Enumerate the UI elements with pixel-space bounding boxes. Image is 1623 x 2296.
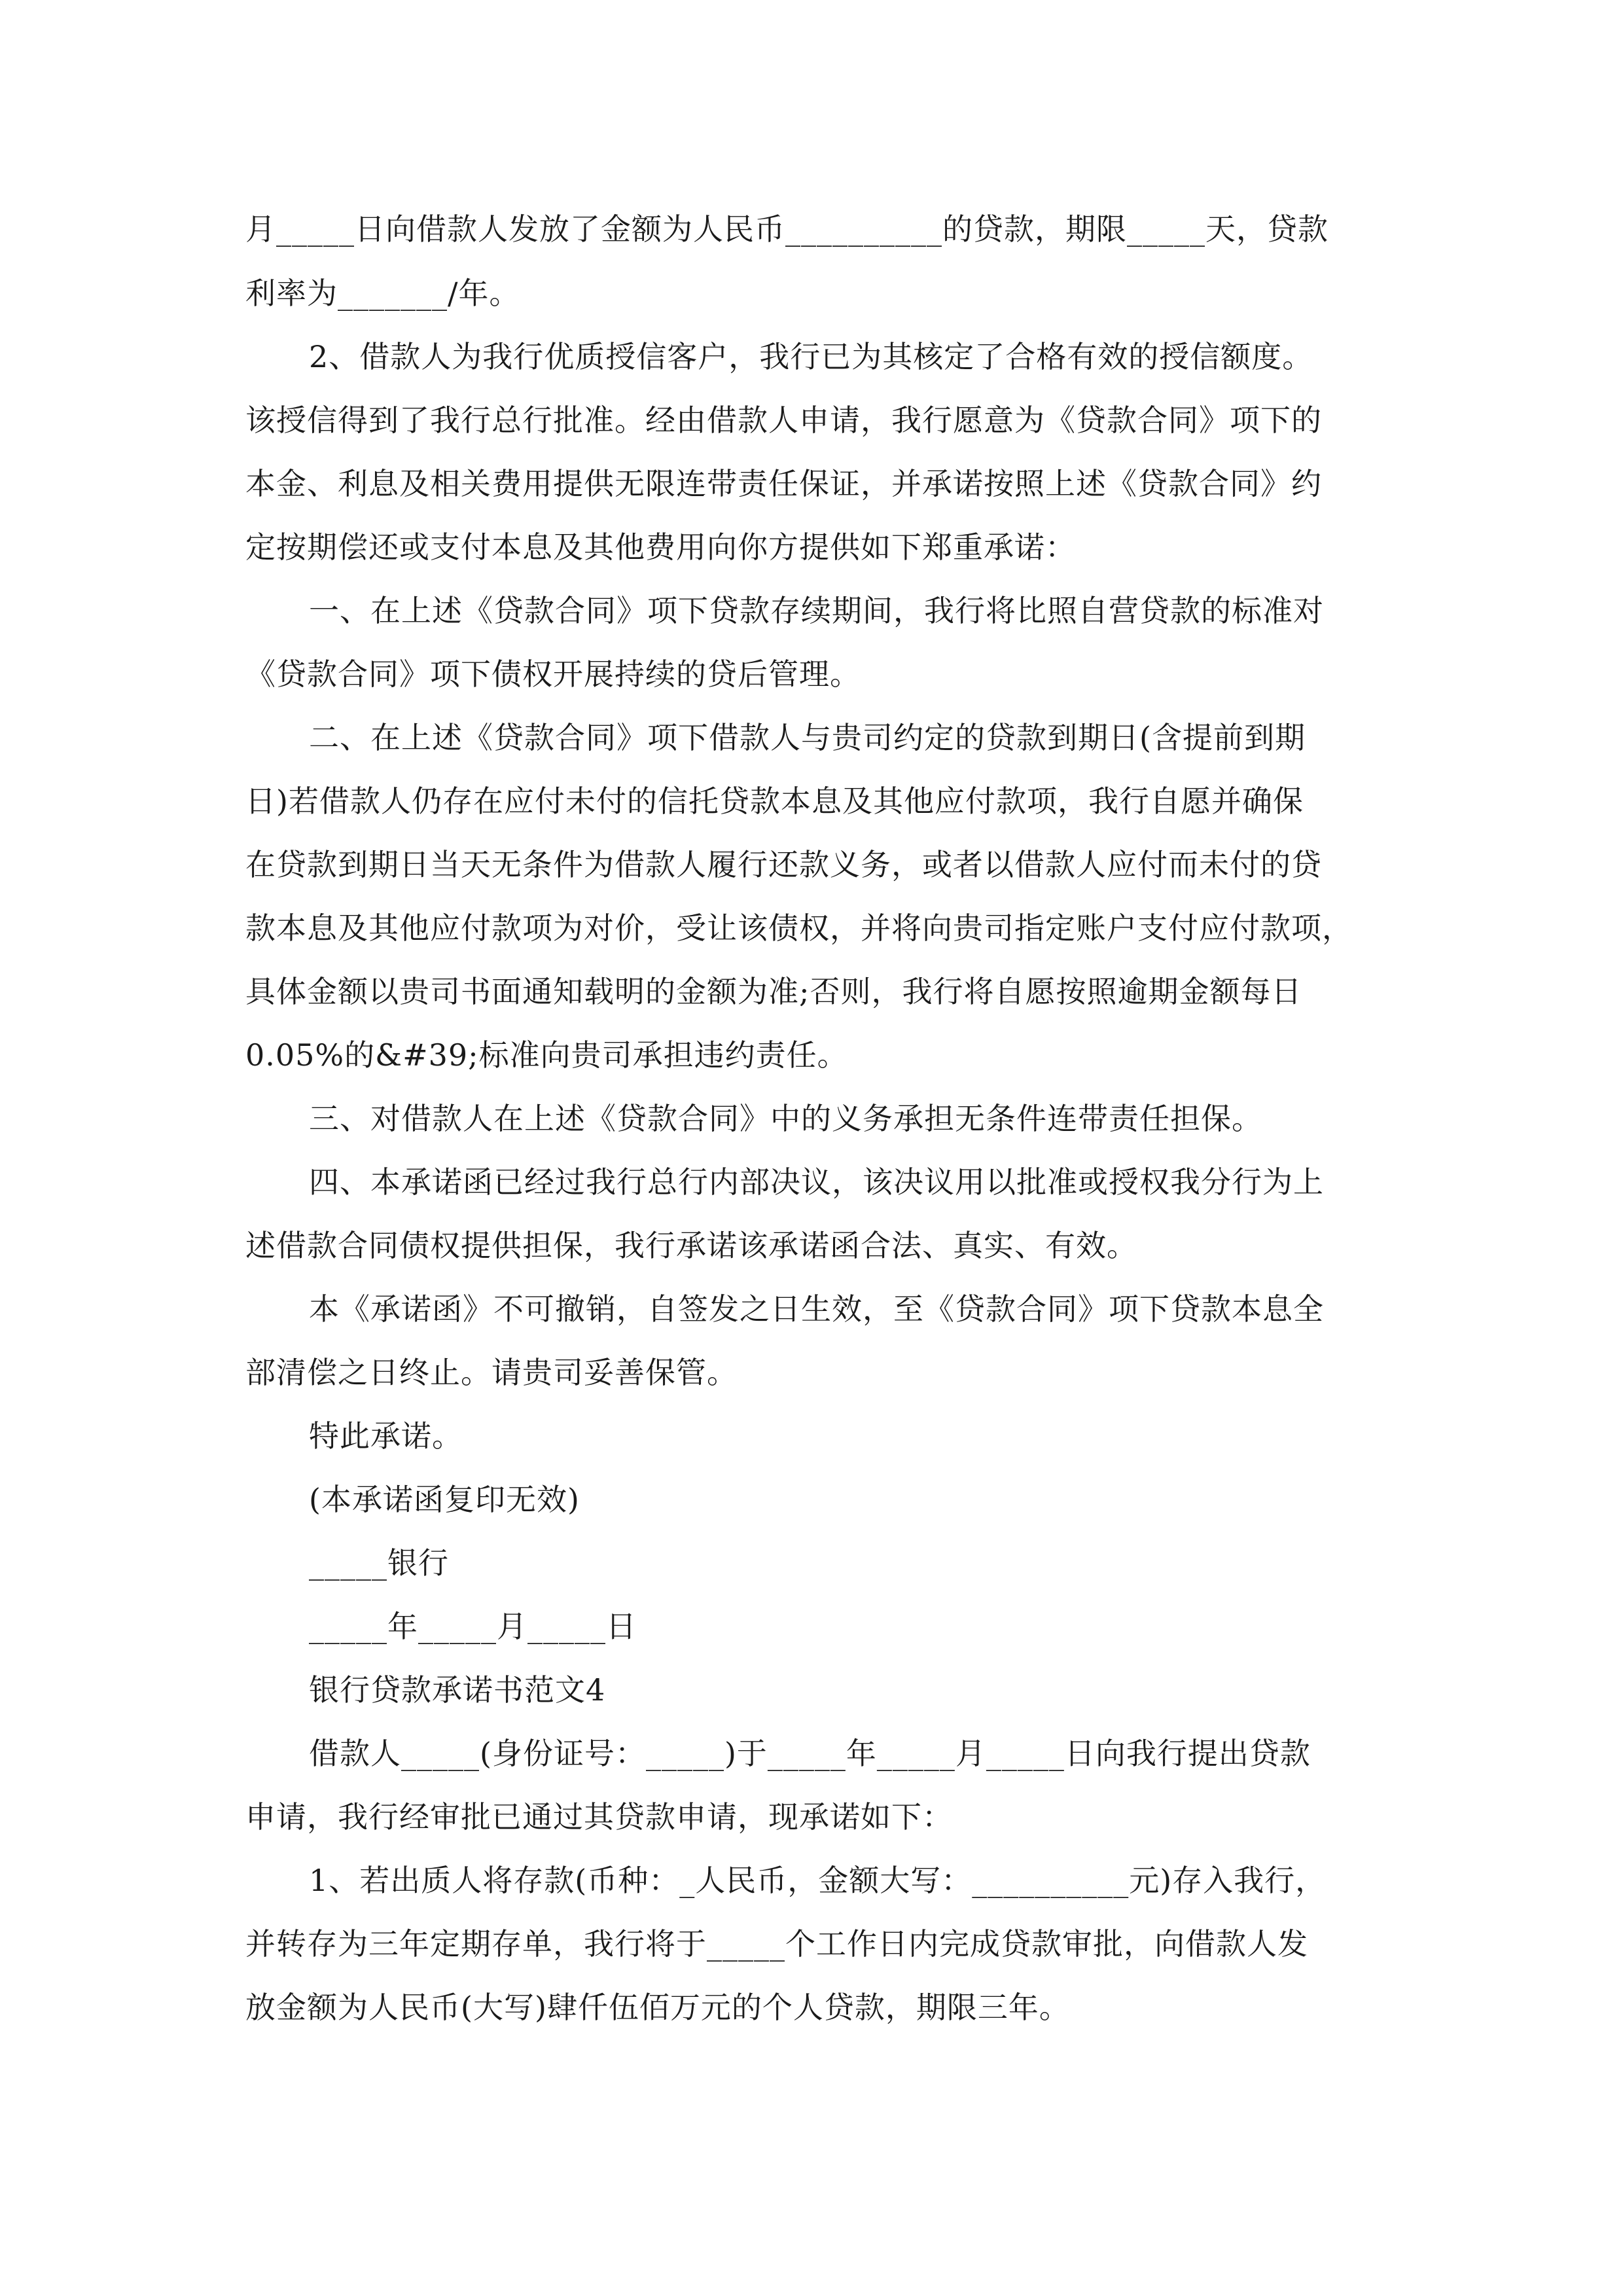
text-line: (本承诺函复印无效) [309, 1482, 580, 1517]
text-line: 该授信得到了我行总行批准。经由借款人申请，我行愿意为《贷款合同》项下的 [245, 403, 1322, 438]
text-line: _____银行 [309, 1545, 449, 1581]
text-line: 《贷款合同》项下债权开展持续的贷后管理。 [245, 656, 861, 692]
text-line: 在贷款到期日当天无条件为借款人履行还款义务，或者以借款人应付而未付的贷 [245, 847, 1322, 882]
text-line: 述借款合同债权提供担保，我行承诺该承诺函合法、真实、有效。 [245, 1228, 1137, 1263]
text-line: 本《承诺函》不可撤销，自签发之日生效，至《贷款合同》项下贷款本息全 [309, 1291, 1324, 1327]
text-line: 二、在上述《贷款合同》项下借款人与贵司约定的贷款到期日(含提前到期 [309, 720, 1306, 755]
text-line: 月_____日向借款人发放了金额为人民币__________的贷款，期限_____天，贷款 [245, 211, 1329, 247]
text-line: 部清偿之日终止。请贵司妥善保管。 [245, 1355, 738, 1390]
text-line: 具体金额以贵司书面通知载明的金额为准;否则，我行将自愿按照逾期金额每日 [245, 974, 1302, 1009]
text-line: 本金、利息及相关费用提供无限连带责任保证，并承诺按照上述《贷款合同》约 [245, 466, 1322, 501]
text-line: _____年_____月_____日 [309, 1609, 637, 1644]
text-line: 0.05%的&#39;标准向贵司承担违约责任。 [245, 1037, 848, 1073]
text-line: 一、在上述《贷款合同》项下贷款存续期间，我行将比照自营贷款的标准对 [309, 593, 1324, 628]
text-line: 款本息及其他应付款项为对价，受让该债权，并将向贵司指定账户支付应付款项， [245, 910, 1353, 946]
text-line: 申请，我行经审批已通过其贷款申请，现承诺如下： [245, 1799, 953, 1835]
text-line: 2、借款人为我行优质授信客户，我行已为其核定了合格有效的授信额度。 [309, 339, 1313, 374]
text-line: 定按期偿还或支付本息及其他费用向你方提供如下郑重承诺： [245, 529, 1076, 565]
text-line: 借款人_____(身份证号：_____)于_____年_____月_____日向我行提出贷款 [309, 1736, 1311, 1771]
text-line: 利率为_______/年。 [245, 276, 520, 311]
text-line: 三、对借款人在上述《贷款合同》中的义务承担无条件连带责任担保。 [309, 1101, 1262, 1136]
text-line: 日)若借款人仍存在应付未付的信托贷款本息及其他应付款项，我行自愿并确保 [245, 783, 1304, 819]
text-line: 放金额为人民币(大写)肆仟伍佰万元的个人贷款，期限三年。 [245, 1990, 1070, 2025]
text-line: 特此承诺。 [309, 1418, 463, 1454]
text-line: 并转存为三年定期存单，我行将于_____个工作日内完成贷款审批，向借款人发 [245, 1926, 1308, 1962]
text-line: 1、若出质人将存款(币种：_人民币，金额大写：__________元)存入我行， [309, 1863, 1327, 1898]
section-heading: 银行贷款承诺书范文4 [309, 1672, 606, 1708]
text-line: 四、本承诺函已经过我行总行内部决议，该决议用以批准或授权我分行为上 [309, 1164, 1324, 1200]
